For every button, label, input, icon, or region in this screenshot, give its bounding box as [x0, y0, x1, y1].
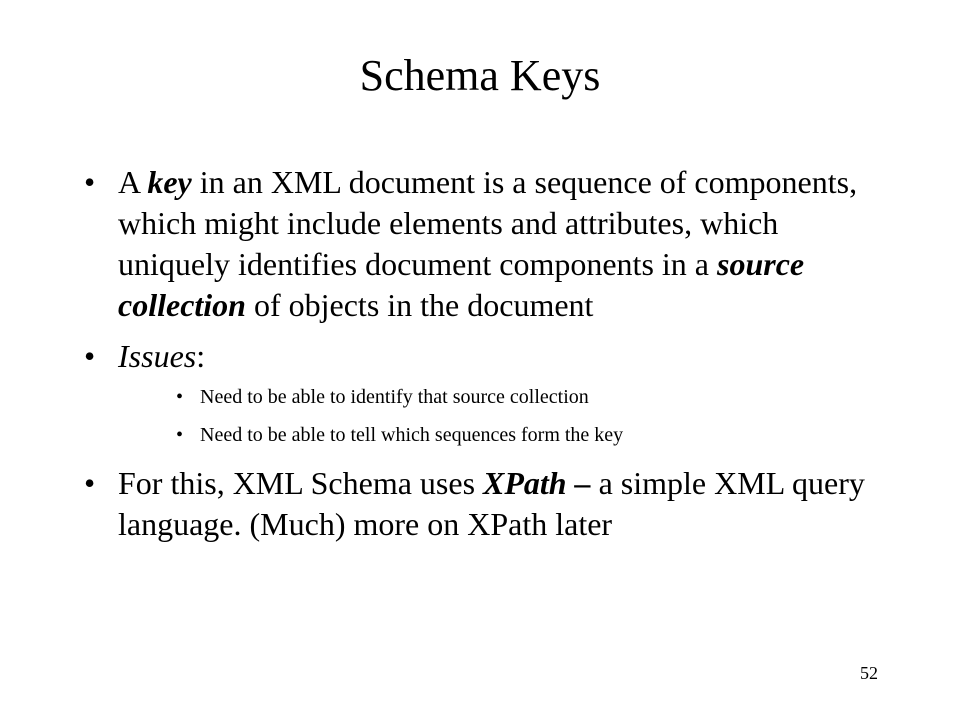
bullet-dot: •	[84, 164, 96, 200]
bullet-issues	[84, 336, 874, 377]
bullet-text: in an XML document is a sequence of components, which might include elements and attributes, which uniquely identifies document components in a	[118, 164, 858, 282]
sub-bullet-dot: •	[176, 424, 184, 446]
term-key: key	[147, 164, 192, 200]
sub-bullet-text: Need to be able to tell which sequences form the key	[200, 424, 624, 446]
bullet-xpath	[84, 463, 874, 545]
bullet-list	[84, 162, 874, 555]
term-source-collection: source collection	[118, 246, 805, 323]
term-xpath: XPath –	[483, 465, 599, 501]
slide-title: Schema Keys	[359, 51, 601, 100]
bullet-dot: •	[84, 338, 96, 374]
bullet-text: A	[118, 164, 148, 200]
bullet-text: For this, XML Schema uses	[118, 465, 484, 501]
bullet-text: of objects in the document	[245, 287, 594, 323]
bullet-key-definition	[84, 162, 874, 326]
sub-bullet-sequences	[176, 421, 880, 449]
sub-bullet-text: Need to be able to identify that source collection	[200, 386, 589, 408]
sub-bullet-identify-source	[176, 383, 880, 411]
sub-bullet-dot: •	[176, 386, 184, 408]
bullet-dot: •	[84, 465, 96, 501]
bullet-text: a simple XML query language. (Much) more on XPath later	[118, 465, 865, 542]
bullet-text: :	[196, 338, 206, 374]
term-issues: Issues	[118, 338, 197, 374]
page-number: 52	[860, 663, 878, 683]
